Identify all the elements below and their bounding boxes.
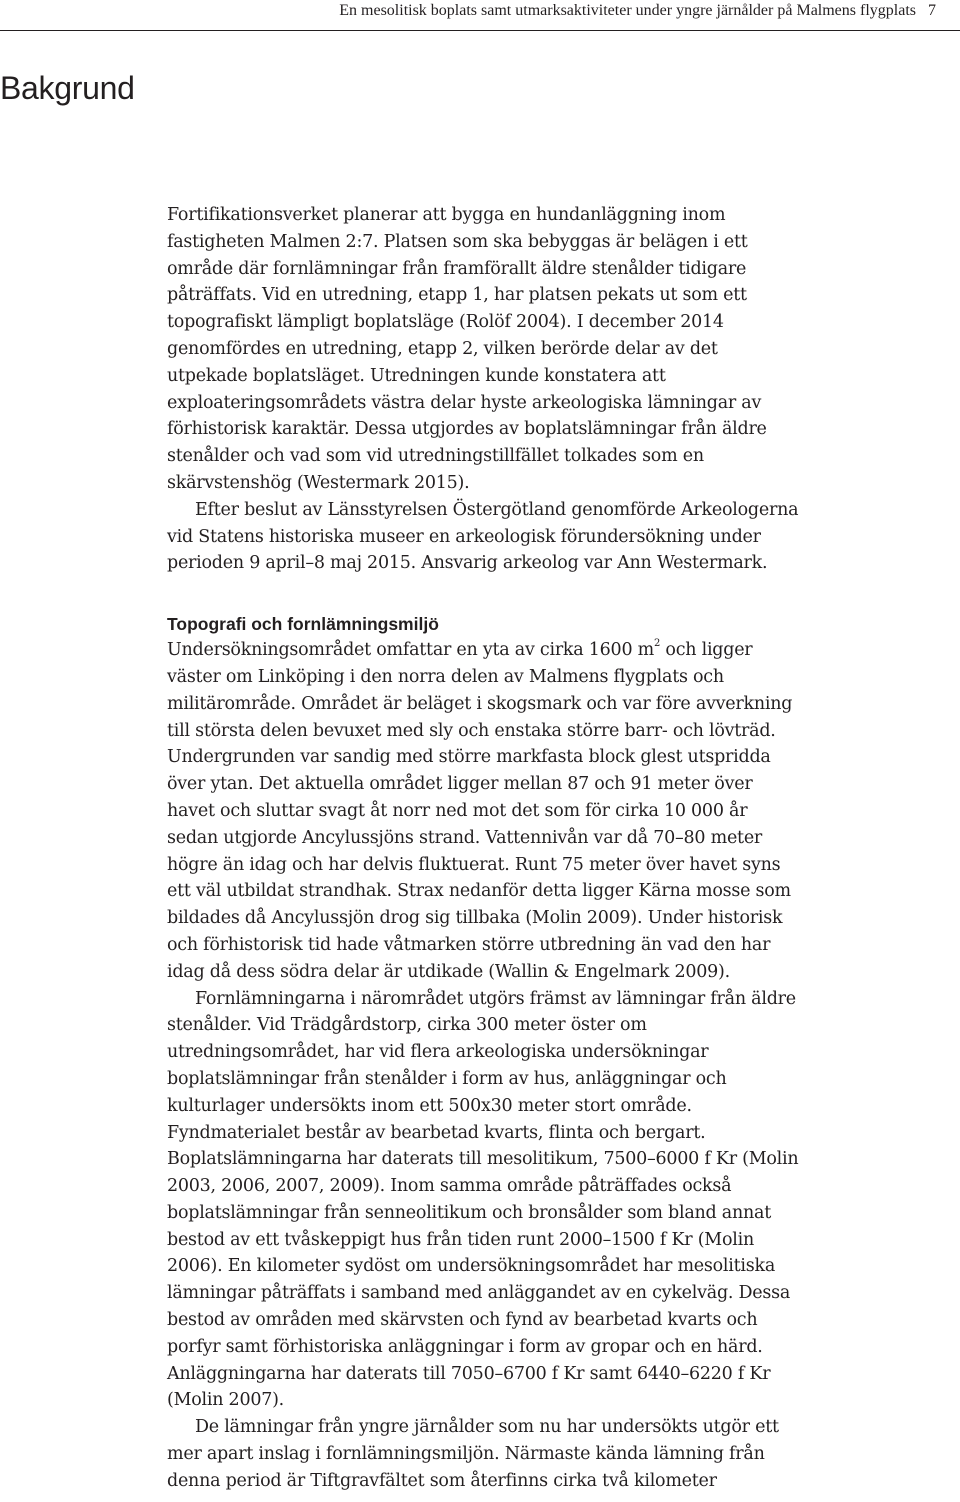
running-title: En mesolitisk boplats samt utmarksaktiviteter under yngre järnålder på Malmens flygplats: [339, 2, 916, 19]
background-paragraph-1: Fortifikationsverket planerar att bygga en hundanläggning inom fastigheten Malmen 2:7. Platsen som ska bebyggas är belägen i ett område där fornlämningar från framförallt äldre stenålder tidigare påträffats. Vid en utredning, etapp 1, har platsen pekats ut som ett topografiskt lämpligt boplatsläge (Rolöf 2004). I december 2014 genomfördes en utredning, etapp 2, vilken berörde delar av det utpekade boplatsläget. Utredningen kunde konstatera att exploateringsområdets västra delar hyste arkeologiska lämningar av förhistorisk karaktär. Dessa utgjordes av boplatslämningar från äldre stenålder och vad som vid utredningstillfället tolkades som en skärvstenshög (Westermark 2015).: [167, 205, 767, 493]
background-paragraph-2: Efter beslut av Länsstyrelsen Östergötland genomförde Arkeologerna vid Statens historiska museer en arkeologisk förundersökning under perioden 9 april–8 maj 2015. Ansvarig arkeolog var Ann Westermark.: [167, 499, 799, 574]
superscript-squared: 2: [653, 638, 661, 650]
section-heading-topography: Topografi och fornlämningsmiljö: [167, 614, 439, 635]
topography-p1-start: Undersökningsområdet omfattar en yta av cirka 1600 m: [167, 640, 654, 661]
topography-paragraph-1: [167, 637, 799, 985]
running-header: [339, 0, 936, 22]
topography-paragraph-2: Fornlämningarna i närområdet utgörs främst av lämningar från äldre stenålder. Vid Trädgårdstorp, cirka 300 meter öster om utredningsområdet, har vid flera arkeologiska undersökningar boplatslämningar från stenålder i form av hus, anläggningar och kulturlager undersökts inom ett 500x30 meter stort område. Fyndmaterialet består av bearbetad kvarts, flinta och bergart. Boplatslämningarna har daterats till mesolitikum, 7500–6000 f Kr (Molin 2003, 2006, 2007, 2009). Inom samma område påträffades också boplatslämningar från senneolitikum och bronsålder som bland annat bestod av ett tvåskeppigt hus från tiden runt 2000–1500 f Kr (Molin 2006). En kilometer sydöst om undersökningsområdet har mesolitiska lämningar påträffats i samband med anläggandet av en cykelväg. Dessa bestod av områden med skärvsten och fynd av bearbetad kvarts och porfyr samt förhistoriska anläggningar i form av gropar och en härd. Anläggningarna har daterats till 7050–6700 f Kr samt 6440–6220 f Kr (Molin 2007).: [167, 988, 799, 1411]
topography-p1-rest: och ligger väster om Linköping i den norra delen av Malmens flygplats och militärområde. Området är beläget i skogsmark och var före avverkning till största delen bevuxet med sly och enstaka större barr- och lövträd. Undergrunden var sandig med större markfasta block glest utspridda över ytan. Det aktuella området ligger mellan 87 och 91 meter över havet och sluttar svagt åt norr ned mot det som för cirka 10 000 år sedan utgjorde Ancylussjöns strand. Vattennivån var då 70–80 meter högre än idag och har delvis fluktuerat. Runt 75 meter över havet syns ett väl utbildat strandhak. Strax nedanför detta ligger Kärna mosse som bildades då Ancylussjön drog sig tillbaka (Molin 2009). Under historisk och förhistorisk tid hade våtmarken större utbredning än vad den har idag då dess södra delar är utdikade (Wallin & Engelmark 2009).: [167, 640, 793, 982]
page-number: 7: [928, 2, 936, 19]
topography-paragraph-3: De lämningar från yngre järnålder som nu har undersökts utgör ett mer apart inslag i fornlämningsmiljön. Närmaste kända lämning från denna period är Tiftgravfältet som återfinns cirka två kilometer: [167, 1417, 779, 1491]
body-text: [167, 202, 799, 1495]
header-rule: [0, 30, 960, 31]
chapter-title: Bakgrund: [0, 70, 135, 106]
